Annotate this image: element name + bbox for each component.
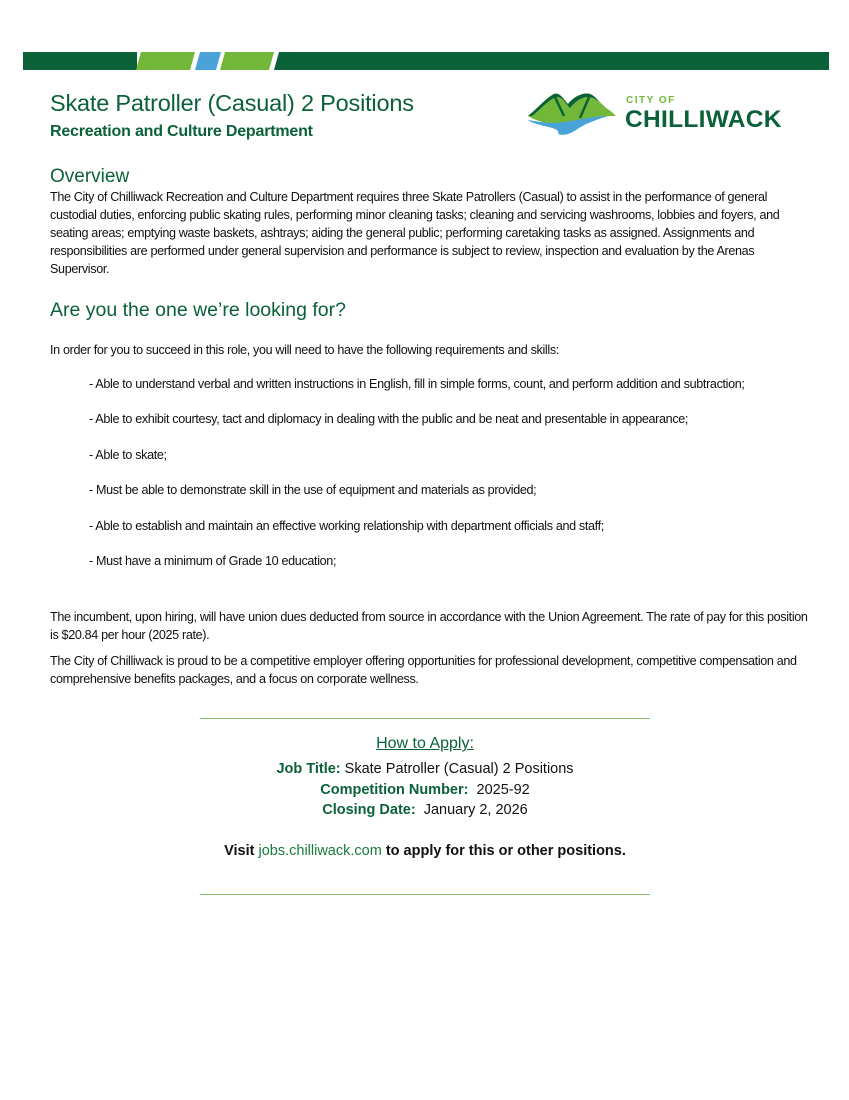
jobs-website-link[interactable]: jobs.chilliwack.com (258, 843, 382, 859)
requirements-intro: In order for you to succeed in this role, you will need to have the following requirements and skills: (50, 343, 559, 357)
visit-prefix: Visit (224, 843, 259, 859)
requirement-item: - Able to skate; (89, 447, 167, 462)
logo-city-of: CITY OF (626, 95, 676, 106)
requirement-item: - Able to establish and maintain an effective working relationship with department officials and staff; (89, 518, 604, 533)
how-to-apply-heading: How to Apply: (376, 735, 474, 752)
visit-line (160, 843, 690, 859)
logo-chilliwack: CHILLIWACK (625, 106, 782, 133)
visit-suffix: to apply for this or other positions. (381, 843, 626, 859)
requirements-list (89, 376, 809, 588)
mountain-river-icon (524, 86, 804, 142)
divider-top (200, 718, 650, 719)
banner-segment-blue (195, 52, 221, 70)
union-pay-paragraph: The incumbent, upon hiring, will have union dues deducted from source in accordance with the Union Agreement. The rate of pay for this position is $20.84 per hour (2025 rate). (50, 610, 808, 642)
banner-segment-dark-1 (23, 52, 137, 70)
banner-segment-dark-2 (274, 52, 829, 70)
competition-number-value: 2025-92 (468, 781, 530, 798)
requirements-heading: Are you the one we’re looking for? (50, 299, 346, 321)
overview-heading: Overview (50, 166, 130, 187)
city-logo (524, 86, 804, 142)
job-title-label: Job Title: (276, 761, 341, 777)
header-banner (23, 52, 829, 70)
job-title-value: Skate Patroller (Casual) 2 Positions (340, 761, 574, 777)
how-to-apply-section (200, 735, 650, 821)
requirement-item: - Able to exhibit courtesy, tact and diplomacy in dealing with the public and be neat and presentable in appearance; (89, 412, 689, 427)
department-subtitle: Recreation and Culture Department (50, 123, 313, 140)
apply-job-title (200, 759, 650, 780)
apply-competition-number (200, 780, 650, 801)
competition-number-label: Competition Number: (320, 781, 469, 798)
requirement-item: - Must have a minimum of Grade 10 education; (89, 554, 337, 569)
overview-paragraph: The City of Chilliwack Recreation and Culture Department requires three Skate Patrollers (Casual) to assist in the performance of general custodial duties, enforcing public skating rules, performing minor cleaning tasks; cleaning and servicing washrooms, lobbies and foyers, and seating areas; emptying waste baskets, ashtrays; aiding the general public; performing caretaking tasks as assigned. Assignments and responsibilities are performed under general supervision and performance is subject to review, inspection and evaluation by the Arenas Supervisor. (50, 190, 780, 276)
divider-bottom (200, 894, 650, 895)
closing-date-value: January 2, 2026 (415, 802, 528, 818)
banner-stripes-graphic (23, 52, 829, 70)
closing-date-label: Closing Date: (322, 802, 416, 818)
apply-closing-date (200, 800, 650, 821)
requirement-item: - Must be able to demonstrate skill in the use of equipment and materials as provided; (89, 483, 537, 498)
job-title-heading: Skate Patroller (Casual) 2 Positions (50, 90, 414, 116)
banner-segment-light-2 (220, 52, 274, 70)
employer-paragraph: The City of Chilliwack is proud to be a competitive employer offering opportunities for professional development, competitive compensation and comprehensive benefits packages, and a focus on corporate wellness. (50, 654, 797, 686)
banner-segment-light-1 (136, 52, 195, 70)
requirement-item: - Able to understand verbal and written instructions in English, fill in simple forms, count, and perform addition and subtraction; (89, 377, 745, 391)
